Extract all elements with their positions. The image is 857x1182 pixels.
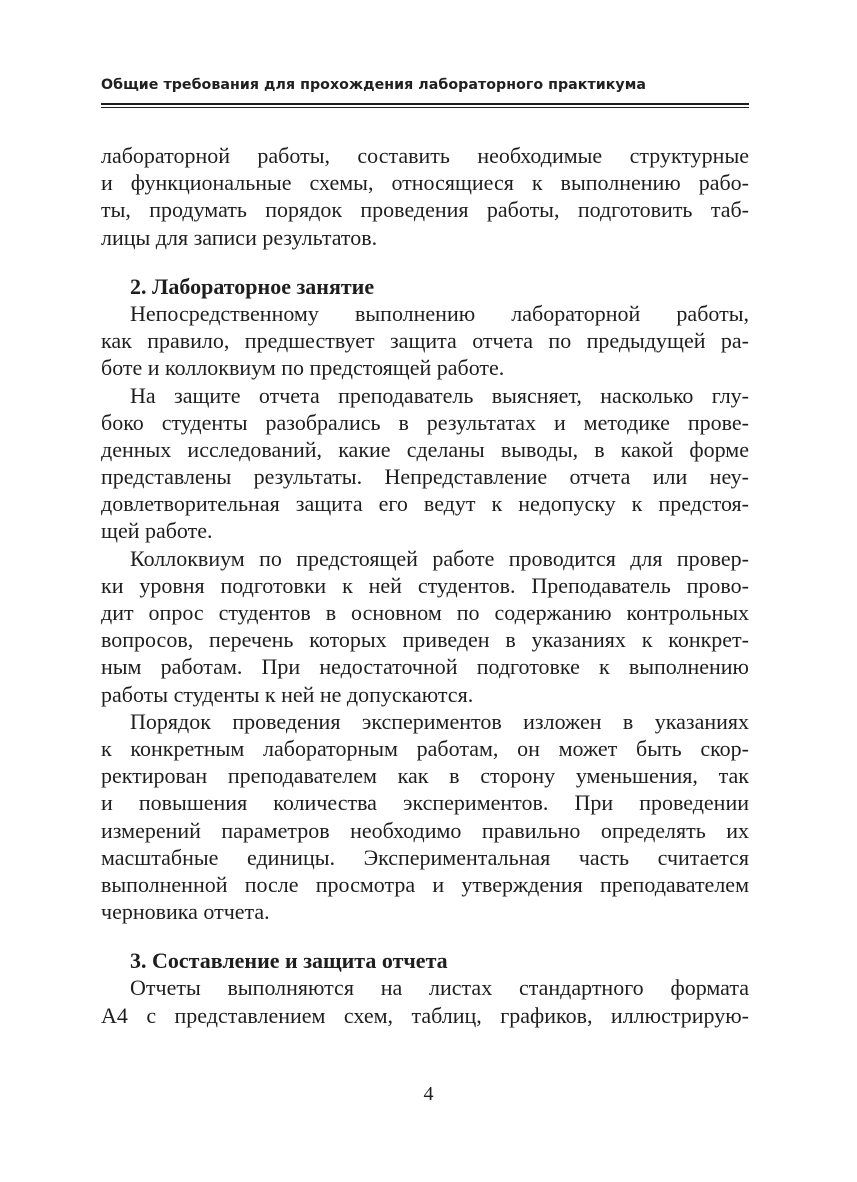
section-gap	[101, 925, 749, 947]
text-line: вопросов, перечень которых приведен в указаниях к конкрет-	[101, 627, 749, 653]
section-2-heading: 2. Лабораторное занятие	[130, 273, 375, 299]
page-number: 4	[423, 1083, 434, 1105]
text-line: Отчеты выполняются на листах стандартного формата	[130, 975, 749, 1001]
text-line: как правило, предшествует защита отчета по предыдущей ра-	[101, 328, 749, 354]
body-text	[101, 142, 749, 1029]
text-line: А4 с представлением схем, таблиц, графиков, иллюстрирую-	[101, 1002, 749, 1028]
text-line: представлены результаты. Непредставление отчета или неу-	[101, 464, 749, 490]
text-line: ты, продумать порядок проведения работы, подготовить таб-	[101, 197, 749, 223]
text-line: Непосредственному выполнению лабораторной работы,	[130, 300, 749, 326]
paragraph-section2-p3	[101, 545, 749, 708]
text-line: масштабные единицы. Экспериментальная часть считается	[101, 844, 749, 870]
text-line: и повышения количества экспериментов. При проведении	[101, 790, 749, 816]
section-gap	[101, 251, 749, 273]
text-line: к конкретным лабораторным работам, он может быть скор-	[101, 735, 749, 761]
running-header-title: Общие требования для прохождения лабораторного практикума	[101, 77, 646, 93]
text-line: выполненной после просмотра и утверждения преподавателем	[101, 871, 749, 897]
text-line: боте и коллоквиум по предстоящей работе.	[101, 355, 505, 381]
header-rule-thin	[101, 107, 749, 108]
paragraph-section2-p2	[101, 382, 749, 545]
text-line: ным работам. При недостаточной подготовке к выполнению	[101, 654, 749, 680]
text-line: щей работе.	[101, 518, 213, 544]
text-line: денных исследований, какие сделаны выводы, в какой форме	[101, 436, 749, 462]
text-line: дит опрос студентов в основном по содержанию контрольных	[101, 600, 749, 625]
text-line: боко студенты разобрались в результатах и методике прове-	[101, 409, 749, 435]
header-rule	[101, 103, 749, 105]
text-line: измерений параметров необходимо правильно определять их	[101, 817, 749, 843]
text-line: лабораторной работы, составить необходимые структурные	[101, 143, 749, 168]
text-line: ки уровня подготовки к ней студентов. Преподаватель прово-	[101, 572, 749, 598]
text-line: довлетворительная защита его ведут к недопуску к предстоя-	[101, 491, 749, 517]
text-line: лицы для записи результатов.	[101, 224, 378, 250]
text-line: ректирован преподавателем как в сторону уменьшения, так	[101, 763, 749, 789]
paragraph-section2-p4	[101, 708, 749, 926]
paragraph-section3-p1	[101, 974, 749, 1028]
text-line: На защите отчета преподаватель выясняет, насколько глу-	[130, 382, 749, 408]
text-line: работы студенты к ней не допускаются.	[101, 681, 474, 707]
paragraph-section2-p1	[101, 300, 749, 382]
text-line: черновика отчета.	[101, 899, 270, 925]
paragraph-intro	[101, 142, 749, 251]
text-line: Порядок проведения экспериментов изложен в указаниях	[130, 708, 749, 734]
text-line: и функциональные схемы, относящиеся к выполнению рабо-	[101, 170, 749, 196]
text-line: Коллоквиум по предстоящей работе проводится для провер-	[130, 545, 749, 571]
section-3-heading: 3. Составление и защита отчета	[130, 948, 448, 974]
